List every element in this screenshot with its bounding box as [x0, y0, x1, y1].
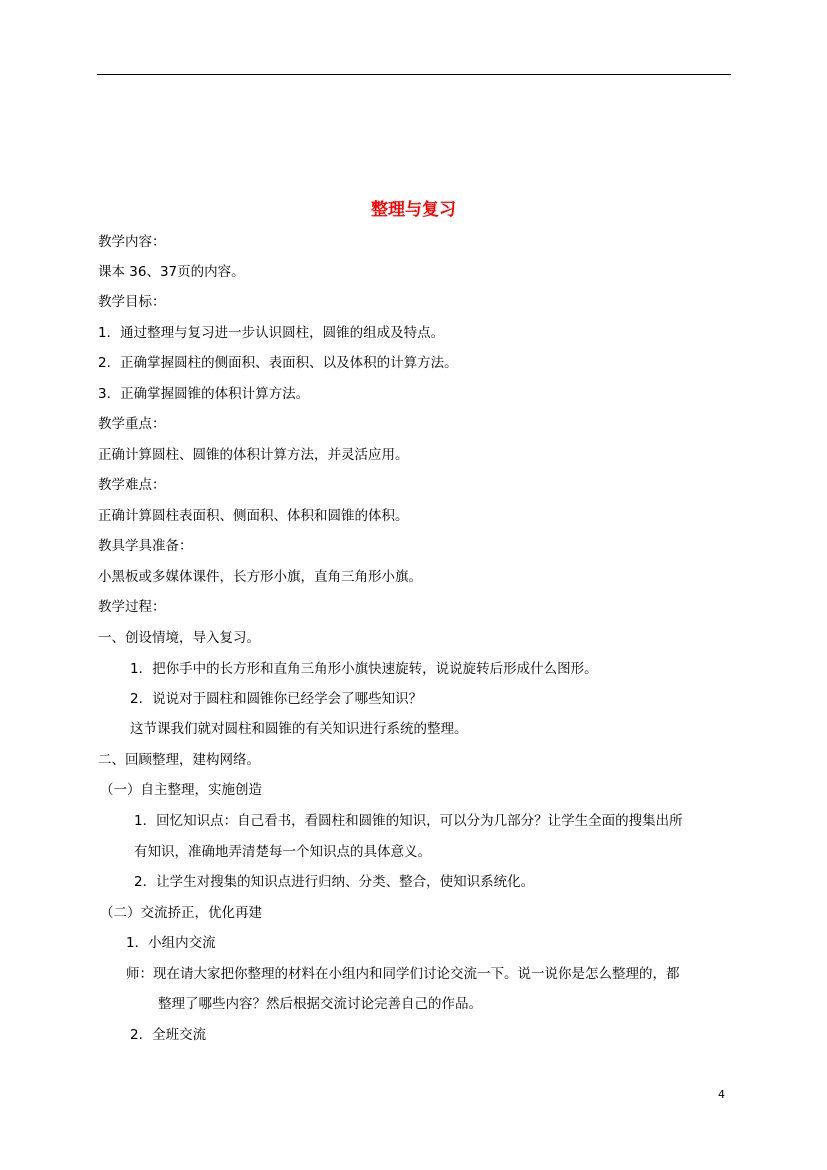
text-line: 二、回顾整理，建构网络。	[98, 752, 260, 768]
text-line: 整理了哪些内容？然后根据交流讨论完善自己的作品。	[158, 996, 482, 1012]
text-line: 1．小组内交流	[126, 935, 216, 951]
text-line: （二）交流挢正，优化再建	[100, 905, 262, 921]
text-line: （一）自主整理，实施创造	[100, 782, 262, 798]
text-line: 师：现在请大家把你整理的材料在小组内和同学们讨论交流一下。说一说你是怎么整理的，都	[126, 966, 680, 982]
text-line: 有知识，准确地弄清楚每一个知识点的具体意义。	[134, 844, 431, 860]
page-number: 4	[718, 1088, 725, 1101]
text-line: 1．把你手中的长方形和直角三角形小旗快速旋转，说说旋转后形成什么图形。	[130, 661, 598, 677]
text-line: 教具学具准备：	[98, 538, 193, 554]
document-title: 整理与复习	[371, 200, 456, 220]
text-line: 正确计算圆柱表面积、侧面积、体积和圆锥的体积。	[98, 508, 409, 524]
text-line: 正确计算圆柱、圆锥的体积计算方法，并灵活应用。	[98, 447, 409, 463]
text-line: 教学目标：	[98, 294, 166, 310]
text-line: 这节课我们就对圆柱和圆锥的有关知识进行系统的整理。	[130, 721, 468, 737]
text-line: 教学重点：	[98, 416, 166, 432]
text-line: 1．通过整理与复习进一步认识圆柱，圆锥的组成及特点。	[98, 325, 445, 341]
text-line: 2．全班交流	[130, 1027, 207, 1043]
text-line: 2．让学生对搜集的知识点进行归纳、分类、整合，使知识系统化。	[134, 874, 535, 890]
text-line: 课本 36、37页的内容。	[98, 264, 245, 280]
text-line: 教学难点：	[98, 477, 166, 493]
text-line: 2．正确掌握圆柱的侧面积、表面积、以及体积的计算方法。	[98, 355, 458, 371]
text-line: 3．正确掌握圆锥的体积计算方法。	[98, 386, 310, 402]
text-line: 教学内容：	[98, 234, 166, 250]
text-line: 2．说说对于圆柱和圆锥你已经学会了哪些知识？	[130, 691, 423, 707]
header-rule	[97, 74, 731, 75]
text-line: 小黑板或多媒体课件，长方形小旗，直角三角形小旗。	[98, 569, 422, 585]
text-line: 教学过程：	[98, 599, 166, 615]
text-line: 1．回忆知识点：自己看书，看圆柱和圆锥的知识，可以分为几部分？让学生全面的搜集出所	[134, 813, 683, 829]
text-line: 一、创设情境，导入复习。	[98, 630, 260, 646]
